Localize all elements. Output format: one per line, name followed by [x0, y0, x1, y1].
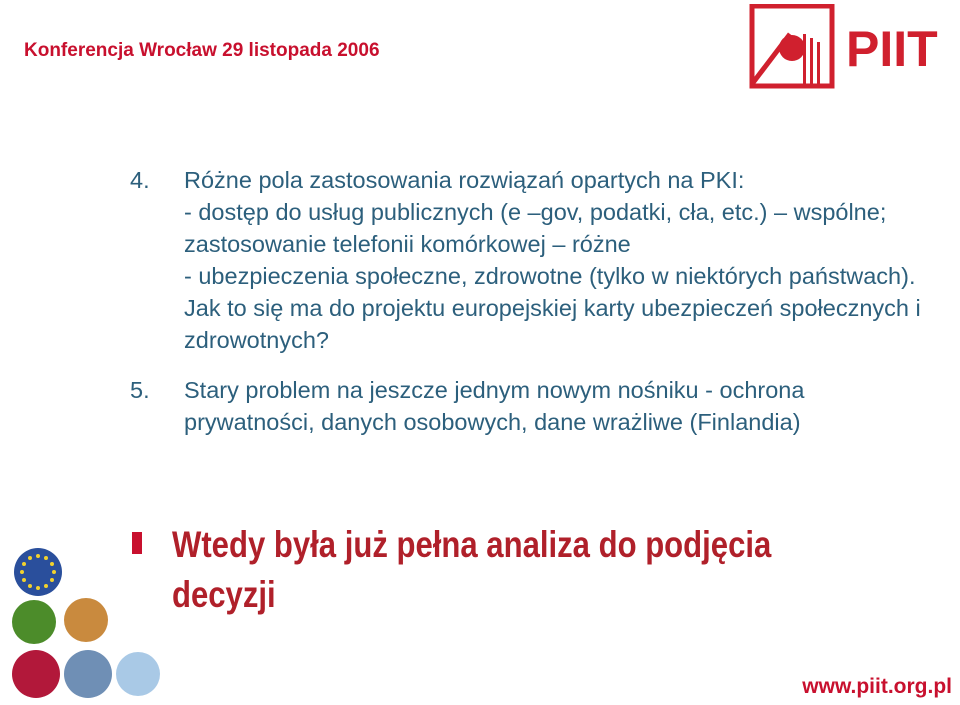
- wood-icon: [64, 598, 108, 642]
- decorative-circles: [0, 540, 170, 705]
- item-number: 5.: [130, 377, 150, 403]
- flower-icon: [12, 650, 60, 698]
- list-item: [130, 164, 940, 356]
- list-item: [130, 374, 940, 438]
- logo-text: PIIT: [846, 21, 938, 77]
- piit-logo: [748, 4, 953, 90]
- conference-title: Konferencja Wrocław 29 listopada 2006: [24, 40, 380, 61]
- emphasis-text: Wtedy była już pełna analiza do podjęcia decyzji: [172, 524, 772, 615]
- item-paragraph: Stary problem na jeszcze jednym nowym nośniku - ochrona prywatności, danych osobowych, dane wrażliwe (Finlandia): [184, 377, 805, 435]
- item-paragraph: - dostęp do usług publicznych (e –gov, podatki, cła, etc.) – wspólne; zastosowanie telefonii komórkowej – różne: [184, 199, 887, 257]
- item-paragraph: Różne pola zastosowania rozwiązań opartych na PKI:: [184, 167, 745, 193]
- building-icon: [64, 650, 112, 698]
- item-body: [184, 164, 940, 356]
- leaf-icon: [12, 600, 56, 644]
- item-body: [184, 374, 940, 438]
- item-paragraph: - ubezpieczenia społeczne, zdrowotne (tylko w niektórych państwach). Jak to się ma do projektu europejskiej karty ubezpieczeń społecznych i zdrowotnych?: [184, 263, 921, 353]
- content-list: [130, 164, 940, 438]
- footer-url[interactable]: www.piit.org.pl: [802, 675, 952, 698]
- sky-icon: [116, 652, 160, 696]
- item-number: 4.: [130, 167, 150, 193]
